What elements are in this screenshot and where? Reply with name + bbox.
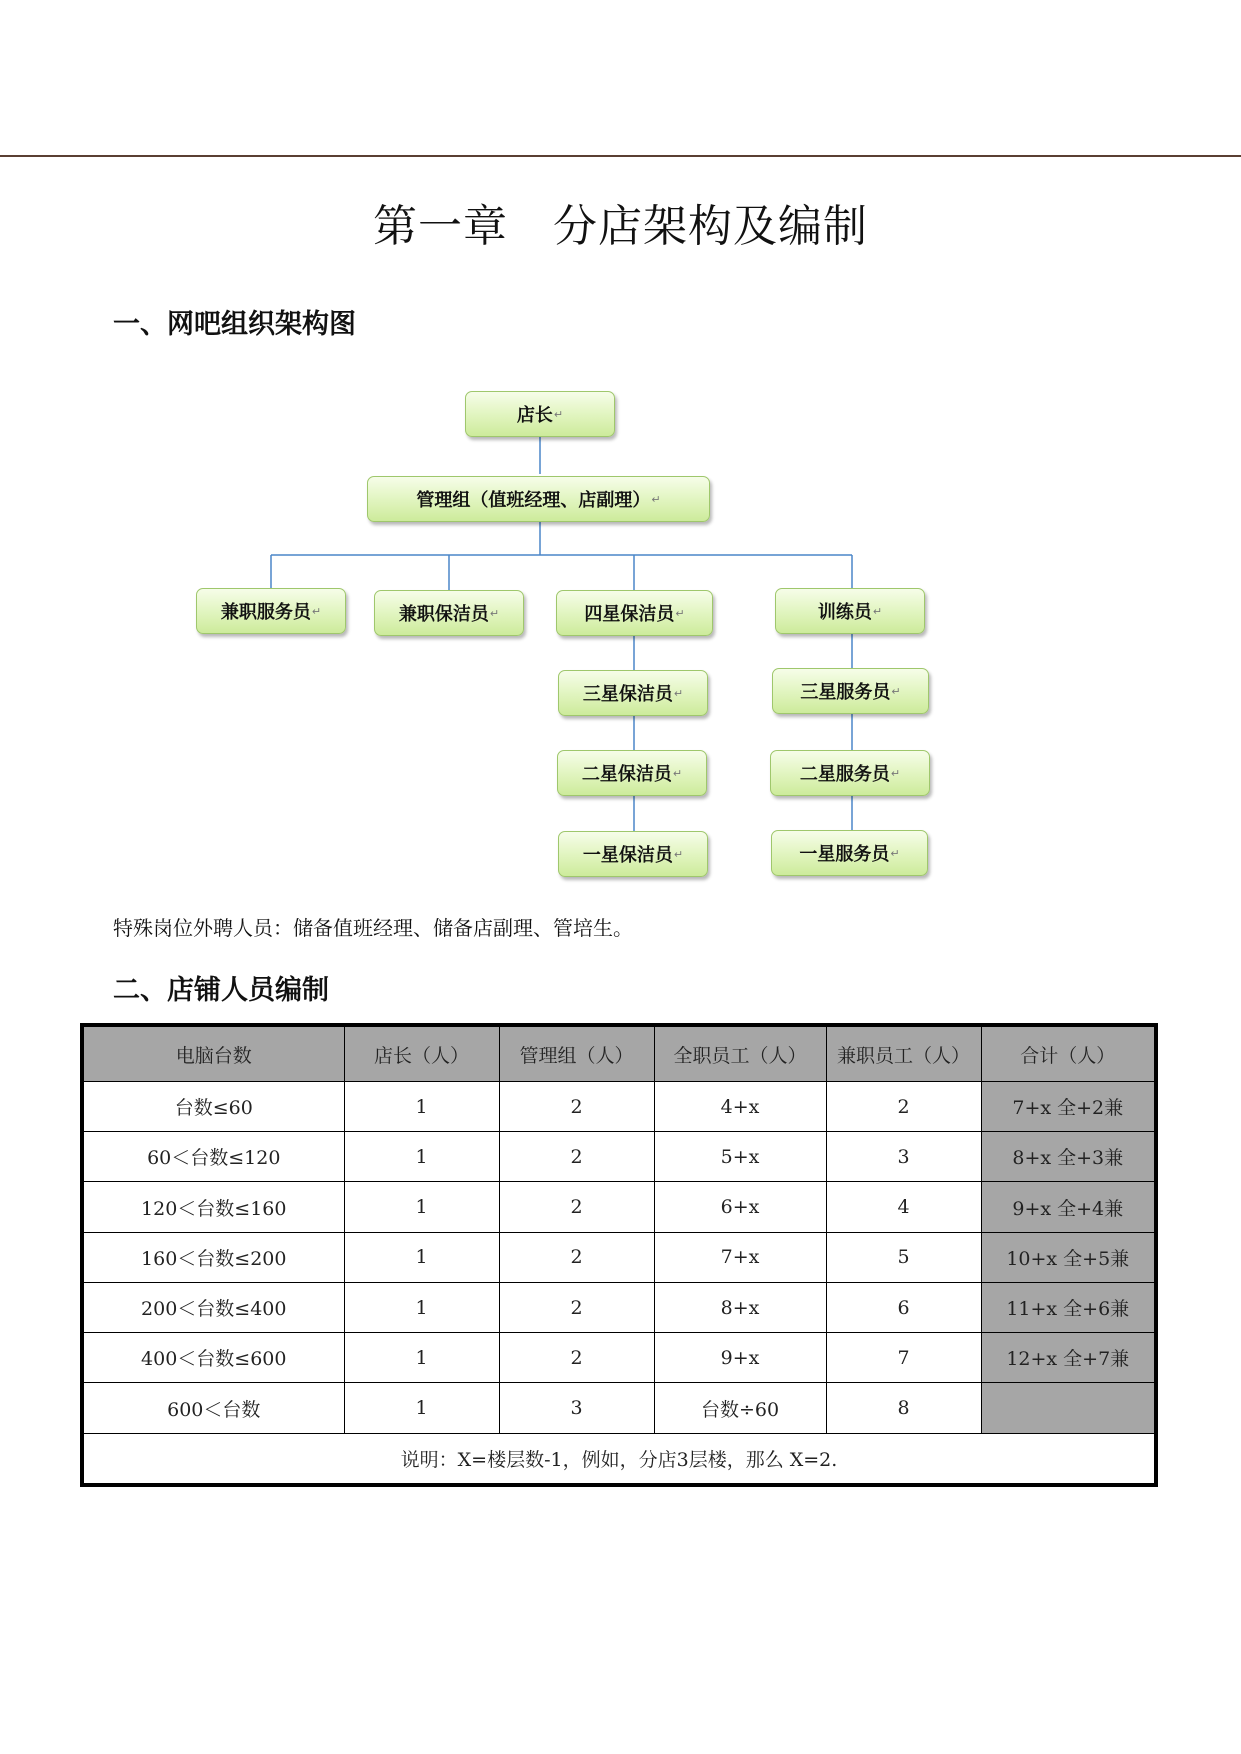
paragraph-mark-icon: ↵ — [890, 766, 901, 780]
table-row — [82, 1383, 1156, 1433]
table-cell: 1 — [344, 1082, 499, 1132]
org-node-3star-waiter — [772, 668, 929, 714]
org-node-3star-cleaner — [558, 670, 708, 716]
table-cell: 台数÷60 — [654, 1383, 826, 1433]
special-positions-note: 特殊岗位外聘人员：储备值班经理、储备店副理、管培生。 — [113, 916, 633, 940]
org-node-label: 训练员 — [817, 602, 872, 623]
table-row — [82, 1182, 1156, 1232]
table-cell: 1 — [344, 1383, 499, 1433]
org-node-label: 四星保洁员 — [584, 604, 675, 625]
org-node-label: 二星服务员 — [799, 764, 890, 785]
org-node-management-group — [367, 476, 710, 522]
column-header: 兼职员工（人） — [826, 1025, 981, 1082]
table-cell: 7 — [826, 1333, 981, 1383]
table-cell-total: 9+x 全+4兼 — [981, 1182, 1156, 1232]
org-node-label: 一星保洁员 — [582, 845, 673, 866]
org-node-label: 店长 — [516, 405, 553, 426]
paragraph-mark-icon: ↵ — [673, 847, 684, 861]
org-node-1star-waiter — [771, 830, 928, 876]
table-cell: 6 — [826, 1282, 981, 1332]
table-cell: 4 — [826, 1182, 981, 1232]
table-cell-total: 12+x 全+7兼 — [981, 1333, 1156, 1383]
org-node-trainer — [775, 588, 925, 634]
org-node-2star-cleaner — [557, 750, 707, 796]
page-header-rule — [0, 155, 1241, 157]
paragraph-mark-icon: ↵ — [672, 766, 683, 780]
table-cell: 2 — [499, 1232, 654, 1282]
table-cell: 400＜台数≤600 — [82, 1333, 344, 1383]
paragraph-mark-icon: ↵ — [675, 606, 685, 620]
table-cell-total: 8+x 全+3兼 — [981, 1132, 1156, 1182]
org-node-label: 二星保洁员 — [581, 764, 672, 785]
table-footnote: 说明：X=楼层数-1，例如，分店3层楼，那么 X=2. — [82, 1433, 1156, 1485]
table-row — [82, 1132, 1156, 1182]
section-heading-staffing: 二、店铺人员编制 — [113, 975, 329, 1006]
table-cell: 8 — [826, 1383, 981, 1433]
paragraph-mark-icon: ↵ — [651, 492, 661, 506]
table-cell: 2 — [499, 1132, 654, 1182]
org-node-2star-waiter — [770, 750, 930, 796]
table-cell: 2 — [499, 1333, 654, 1383]
org-node-label: 一星服务员 — [799, 844, 890, 865]
table-cell: 1 — [344, 1132, 499, 1182]
org-node-label: 管理组（值班经理、店副理） — [416, 490, 651, 511]
table-row — [82, 1082, 1156, 1132]
table-cell: 3 — [499, 1383, 654, 1433]
table-cell: 2 — [826, 1082, 981, 1132]
table-cell: 2 — [499, 1082, 654, 1132]
table-cell: 3 — [826, 1132, 981, 1182]
paragraph-mark-icon: ↵ — [311, 604, 322, 618]
table-cell: 4+x — [654, 1082, 826, 1132]
table-row — [82, 1282, 1156, 1332]
org-node-parttime-cleaner — [374, 590, 524, 636]
table-row — [82, 1232, 1156, 1282]
paragraph-mark-icon: ↵ — [553, 407, 564, 421]
table-cell: 1 — [344, 1282, 499, 1332]
table-cell: 8+x — [654, 1282, 826, 1332]
table-cell: 台数≤60 — [82, 1082, 344, 1132]
paragraph-mark-icon: ↵ — [872, 604, 883, 618]
org-node-label: 三星保洁员 — [582, 684, 673, 705]
table-cell-total: 10+x 全+5兼 — [981, 1232, 1156, 1282]
table-cell: 600＜台数 — [82, 1383, 344, 1433]
org-node-1star-cleaner — [558, 831, 708, 877]
org-node-manager — [465, 391, 615, 437]
table-cell: 2 — [499, 1282, 654, 1332]
table-cell: 160＜台数≤200 — [82, 1232, 344, 1282]
org-node-label: 兼职服务员 — [220, 602, 311, 623]
column-header: 全职员工（人） — [654, 1025, 826, 1082]
table-cell: 2 — [499, 1182, 654, 1232]
paragraph-mark-icon: ↵ — [673, 686, 684, 700]
table-cell: 7+x — [654, 1232, 826, 1282]
table-footnote-row — [82, 1433, 1156, 1485]
org-node-label: 三星服务员 — [800, 682, 891, 703]
column-header: 店长（人） — [344, 1025, 499, 1082]
org-node-parttime-waiter — [196, 588, 346, 634]
org-node-4star-cleaner — [556, 590, 713, 636]
column-header: 管理组（人） — [499, 1025, 654, 1082]
table-cell: 60＜台数≤120 — [82, 1132, 344, 1182]
table-cell: 9+x — [654, 1333, 826, 1383]
table-cell-total: 11+x 全+6兼 — [981, 1282, 1156, 1332]
table-cell: 1 — [344, 1232, 499, 1282]
table-cell: 200＜台数≤400 — [82, 1282, 344, 1332]
table-cell: 6+x — [654, 1182, 826, 1232]
table-cell: 1 — [344, 1333, 499, 1383]
paragraph-mark-icon: ↵ — [489, 606, 500, 620]
column-header: 电脑台数 — [82, 1025, 344, 1082]
table-cell-total — [981, 1383, 1156, 1433]
table-header-row — [82, 1025, 1156, 1082]
staffing-table — [80, 1023, 1158, 1487]
table-cell: 5 — [826, 1232, 981, 1282]
section-heading-org-chart: 一、网吧组织架构图 — [113, 309, 356, 340]
paragraph-mark-icon: ↵ — [890, 846, 900, 860]
table-cell-total: 7+x 全+2兼 — [981, 1082, 1156, 1132]
table-cell: 120＜台数≤160 — [82, 1182, 344, 1232]
table-cell: 1 — [344, 1182, 499, 1232]
org-node-label: 兼职保洁员 — [398, 604, 489, 625]
column-header: 合计（人） — [981, 1025, 1156, 1082]
chapter-title: 第一章 分店架构及编制 — [373, 201, 868, 252]
paragraph-mark-icon: ↵ — [891, 684, 901, 698]
table-cell: 5+x — [654, 1132, 826, 1182]
table-row — [82, 1333, 1156, 1383]
